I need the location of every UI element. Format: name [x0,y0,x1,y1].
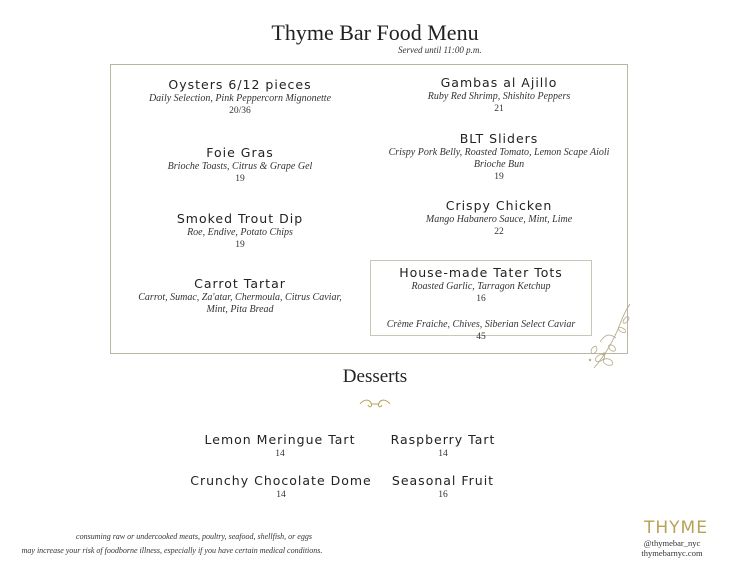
item-price: 21 [494,104,504,114]
item-name: Carrot Tartar [194,276,286,291]
item-description: Daily Selection, Pink Peppercorn Mignonette [148,93,332,104]
item-description: Mango Habanero Sauce, Mint, Lime [425,214,573,225]
menu-item-gambas-al-ajillo [370,75,628,115]
menu-item-foie-gras [110,145,370,185]
raw-food-warning-line-1: consuming raw or undercooked meats, poultry, seafood, shellfish, or eggs [76,532,312,541]
item-price: 22 [494,227,504,237]
item-description: Brioche Toasts, Citrus & Grape Gel [167,161,313,172]
dessert-lemon-meringue-tart [200,432,360,460]
menu-item-oysters [110,77,370,117]
dessert-crunchy-chocolate-dome [186,473,376,501]
menu-item-tater-tots [370,265,592,343]
item-name: House-made Tater Tots [399,265,563,280]
dessert-price: 14 [275,449,285,459]
item-price: 19 [235,240,245,250]
dessert-price: 14 [438,449,448,459]
item-name: Oysters 6/12 pieces [168,77,312,92]
raw-food-warning-line-2: may increase your risk of foodborne illness, especially if you have certain medical conditions. [21,546,323,555]
item-description: Mint, Pita Bread [206,304,274,315]
item-name: Foie Gras [206,145,274,160]
item-name: Smoked Trout Dip [176,211,304,226]
item-description: Crispy Pork Belly, Roasted Tomato, Lemon Scape Aioli [388,147,610,158]
dessert-name: Lemon Meringue Tart [204,432,356,447]
desserts-heading: Desserts [342,366,408,387]
website-url: thymebarnyc.com [641,548,703,558]
dessert-price: 14 [276,490,286,500]
dessert-name: Seasonal Fruit [391,473,495,488]
dessert-seasonal-fruit [378,473,508,501]
menu-item-smoked-trout-dip [110,211,370,251]
item-description: Roasted Garlic, Tarragon Ketchup [411,281,551,292]
menu-item-carrot-tartar [110,276,370,316]
addon-description: Crème Fraiche, Chives, Siberian Select Caviar [386,319,576,330]
menu-item-crispy-chicken [370,198,628,238]
item-description: Ruby Red Shrimp, Shishito Peppers [427,91,571,102]
item-price: 19 [235,174,245,184]
menu-item-blt-sliders [370,131,628,183]
item-price: 19 [494,172,504,182]
dessert-raspberry-tart [378,432,508,460]
served-until-note: Served until 11:00 p.m. [398,45,482,55]
item-description: Carrot, Sumac, Za'atar, Chermoula, Citrus Caviar, [138,292,342,303]
item-description: Roe, Endive, Potato Chips [187,227,293,238]
item-price: 20/36 [229,106,251,116]
social-handle: @thymebar_nyc [643,538,701,548]
addon-price: 45 [476,332,486,342]
item-description: Brioche Bun [473,159,525,170]
menu-title: Thyme Bar Food Menu [271,20,479,45]
herb-sprig-illustration [586,302,646,374]
item-name: Crispy Chicken [445,198,553,213]
item-name: BLT Sliders [459,131,539,146]
dessert-price: 16 [438,490,448,500]
dessert-name: Raspberry Tart [390,432,496,447]
dessert-name: Crunchy Chocolate Dome [190,473,372,488]
thyme-logo: THYME [644,518,708,538]
item-price: 16 [476,294,486,304]
flourish-ornament [358,398,392,410]
item-name: Gambas al Ajillo [440,75,558,90]
